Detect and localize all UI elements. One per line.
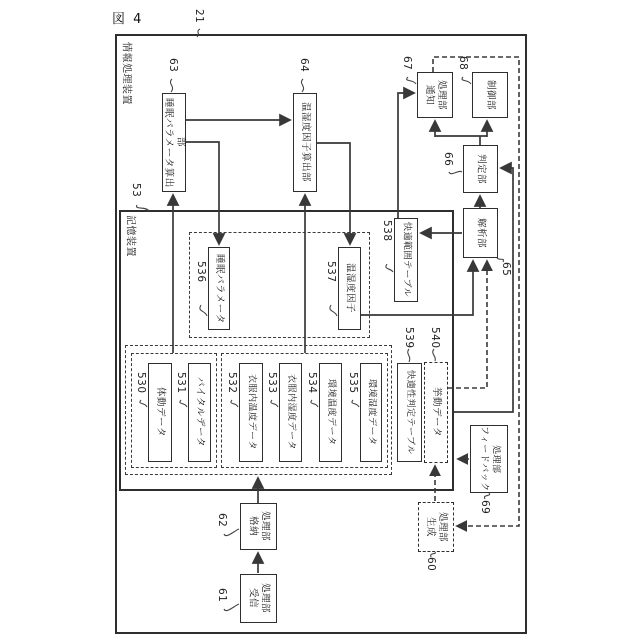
ref-533: 533 [266,372,279,394]
ref-532: 532 [226,372,239,394]
ref-61: 61 [216,588,229,603]
box-65-analysis-unit: 解析部 [463,208,498,258]
ref-21: 21 [193,9,206,24]
box-66-determination-unit: 判定部 [463,145,498,193]
ref-66: 66 [442,152,455,167]
ref-536: 536 [195,261,208,283]
box-62-store-processor: 格納 処理部 [240,503,277,550]
box-60-generation-processor: 生成 処理部 [418,502,454,552]
box-538-comfort-range-table: 快適範囲テーブル [394,218,418,302]
ref-63: 63 [167,58,180,73]
box-64-temp-humidity-factor-calc: 温湿度因子算出部 [293,93,317,192]
box-68-controller: 制御部 [472,72,508,118]
box-532-clothing-temp-data: 衣服内温度データ [239,363,263,462]
box-63-sleep-param-calc: 睡眠パラメータ算出部 [162,93,186,192]
box-539-comfort-judgement-table: 快適性判定テーブル [397,363,422,462]
ref-62: 62 [216,513,229,528]
box-537-temp-humidity-factor: 温湿度因子 [338,247,361,330]
box-69-feedback-processor: フィードバック 処理部 [470,425,508,493]
ref-539: 539 [403,327,416,349]
box-540-behavior-data: 挙動データ [424,362,448,463]
box-531-vital-data: バイタルデータ [188,363,211,462]
figure-caption: 図 4 [112,12,144,27]
box-536-sleep-parameter: 睡眠パラメータ [208,247,230,330]
ref-53: 53 [130,183,143,198]
storage-label: 記憶装置 [124,215,136,257]
ref-534: 534 [306,372,319,394]
box-535-environment-humidity-data: 環境湿度データ [360,363,382,462]
ref-537: 537 [325,261,338,283]
box-533-clothing-humidity-data: 衣服内湿度データ [279,363,302,462]
box-61-receive-processor: 受信 処理部 [240,574,277,623]
ref-64: 64 [298,58,311,73]
ref-538: 538 [381,220,394,242]
ref-65: 65 [500,262,513,277]
ref-540: 540 [429,327,442,349]
ref-530: 530 [135,372,148,394]
ref-535: 535 [347,372,360,394]
box-534-environment-temp-data: 環境温度データ [319,363,342,462]
box-530-body-movement-data: 体動データ [148,363,172,462]
ref-69: 69 [479,500,492,515]
ref-68: 68 [457,56,470,71]
box-67-notification-processor: 通知 処理部 [417,72,453,118]
device-label: 情報処理装置 [120,42,132,105]
ref-60: 60 [425,557,438,572]
ref-531: 531 [175,372,188,394]
ref-67: 67 [401,56,414,71]
